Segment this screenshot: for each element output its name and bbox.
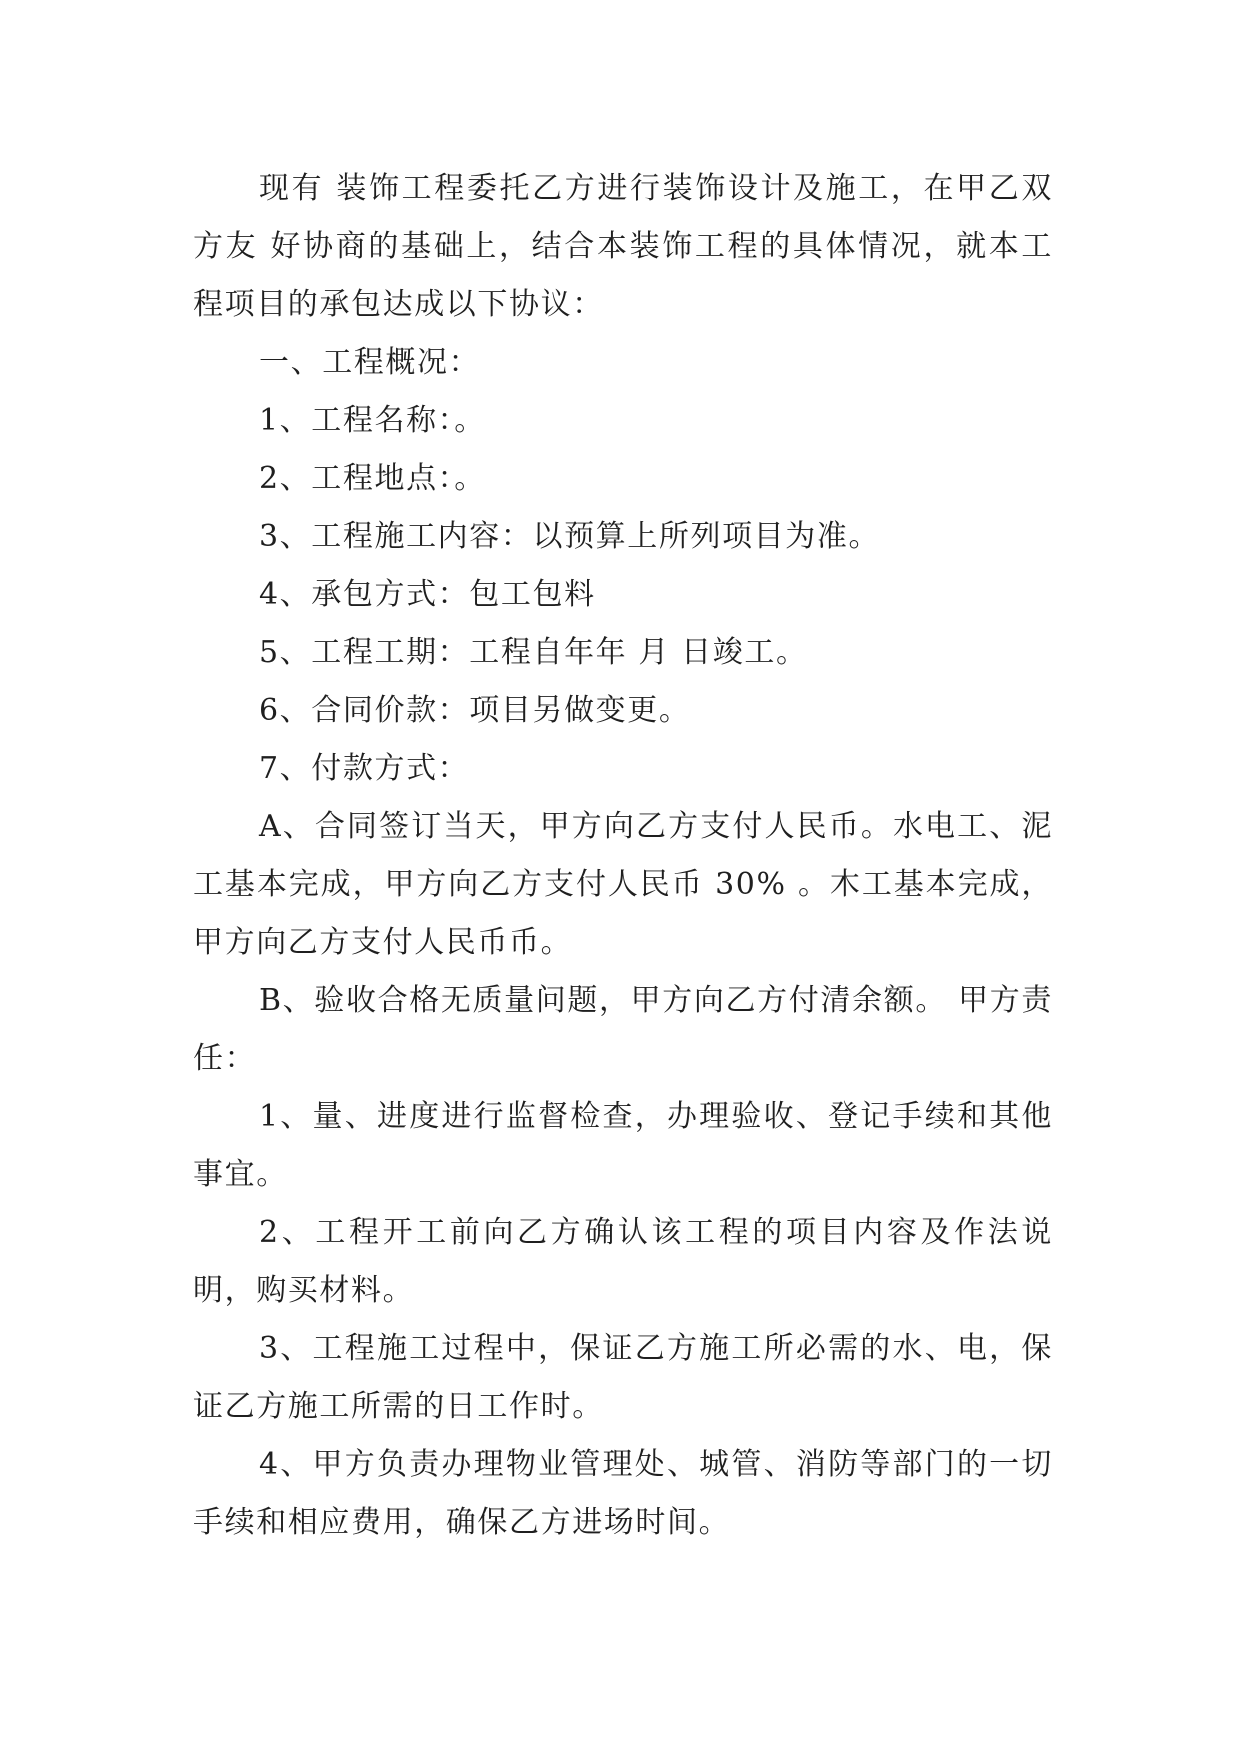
paragraph-4: 2、工程地点：。 [259, 461, 486, 496]
paragraph-11: B、验收合格无质量问题，甲方向乙方付清余额。 甲方责任： [193, 983, 1053, 1076]
paragraph-10: A、合同签订当天，甲方向乙方支付人民币。水电工、泥工基本完成，甲方向乙方支付人民币 30% 。木工基本完成，甲方向乙方支付人民币币。 [193, 809, 1053, 960]
paragraph-15: 4、甲方负责办理物业管理处、城管、消防等部门的一切手续和相应费用，确保乙方进场时间。 [193, 1447, 1053, 1540]
paragraph-5: 3、工程施工内容：以预算上所列项目为准。 [259, 519, 881, 554]
paragraph-6: 4、承包方式：包工包料 [259, 577, 596, 612]
paragraph-2: 一、工程概况： [259, 345, 481, 380]
paragraph-14: 3、工程施工过程中，保证乙方施工所必需的水、电，保证乙方施工所需的日工作时。 [193, 1331, 1053, 1424]
paragraph-8: 6、合同价款：项目另做变更。 [259, 693, 691, 728]
paragraph-1: 现有 装饰工程委托乙方进行装饰设计及施工，在甲乙双方友 好协商的基础上，结合本装饰工程的具体情况，就本工程项目的承包达成以下协议： [193, 171, 1053, 322]
document-body [193, 160, 1053, 1552]
paragraph-9: 7、付款方式： [259, 751, 470, 786]
paragraph-7: 5、工程工期：工程自年年 月 日竣工。 [259, 635, 808, 670]
paragraph-3: 1、工程名称：。 [259, 403, 486, 438]
paragraph-12: 1、量、进度进行监督检查，办理验收、登记手续和其他事宜。 [193, 1099, 1053, 1192]
paragraph-13: 2、工程开工前向乙方确认该工程的项目内容及作法说明，购买材料。 [193, 1215, 1053, 1308]
